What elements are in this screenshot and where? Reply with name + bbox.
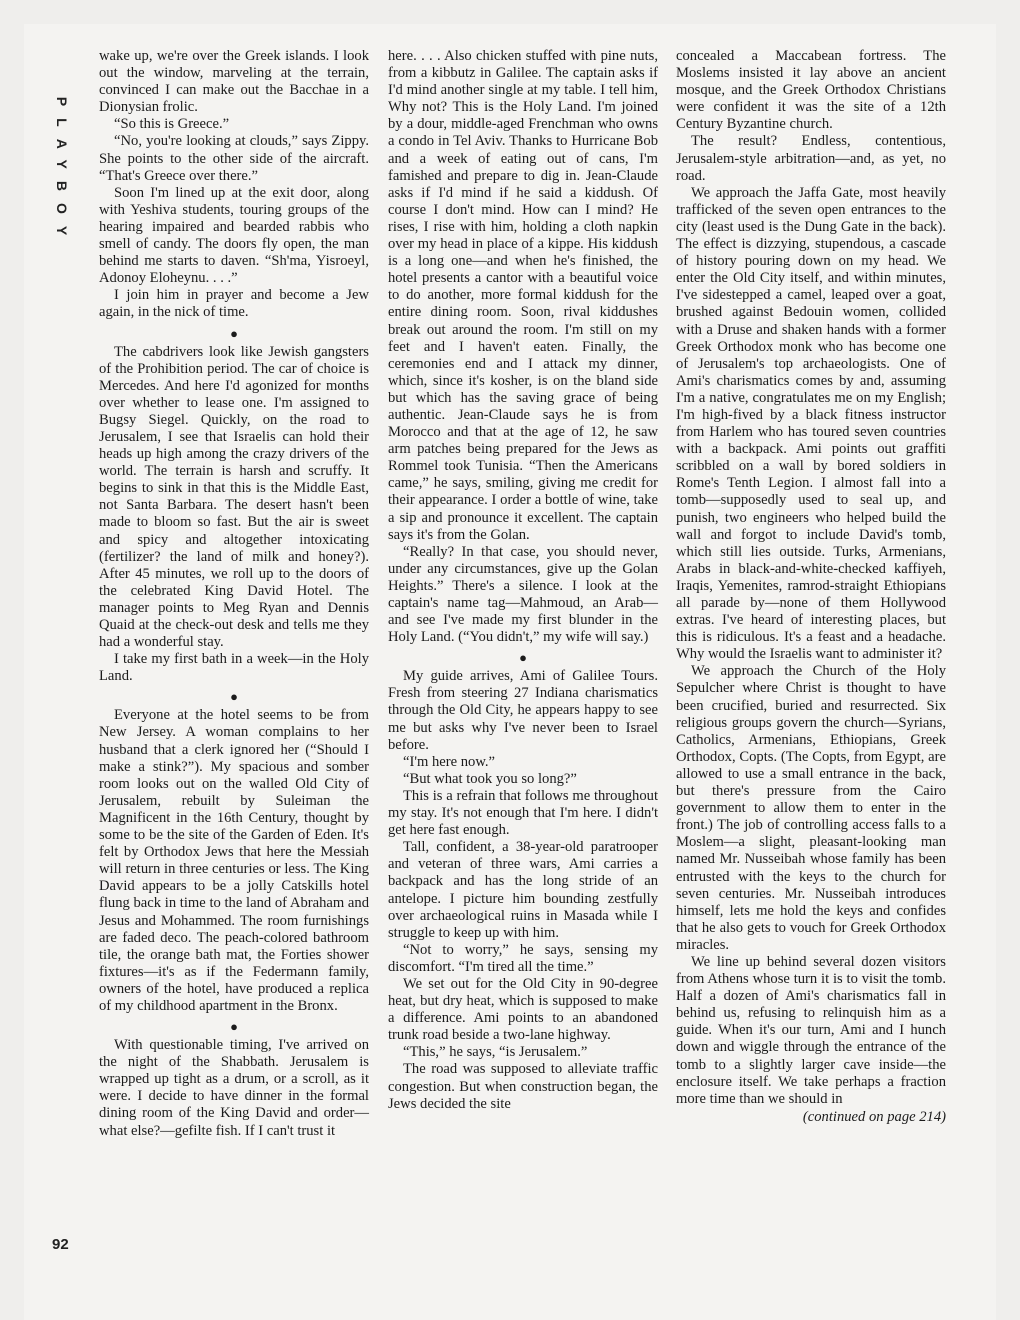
paragraph: wake up, we're over the Greek islands. I look out the window, marveling at the terrain, convinced I can make out the Bacchae in a Dionysian frolic. <box>99 48 369 116</box>
paragraph: This is a refrain that follows me throughout my stay. It's not enough that I'm here. I didn't get here fast enough. <box>388 787 658 839</box>
paragraph: “I'm here now.” <box>403 753 496 770</box>
paragraph: I join him in prayer and become a Jew again, in the nick of time. <box>99 287 369 321</box>
paragraph: The cabdrivers look like Jewish gangsters of the Prohibition period. The car of choice is Mercedes. And here I'd agonized for months over whether to lease one. I'm assigned to Bugsy Siegel. Quickly, on the road to Jerusalem, I see that Israelis can hold their heads up high among the crazy drivers of the world. The terrain is harsh and scruffy. It begins to sink in that this is the Middle East, not Santa Barbara. The desert hasn't been made to bloom so fast. But the air is sweet and spicy and altogether intoxicating (fertilizer? the land of milk and honey?). After 45 minutes, we roll up to the doors of the celebrated King David Hotel. The manager points to Meg Ryan and Dennis Quaid at the check-out desk and tells me they had a wonderful stay. <box>99 343 369 651</box>
paragraph: The road was supposed to alleviate traffic congestion. But when construction began, the Jews decided the site <box>388 1061 658 1112</box>
page-number: 92 <box>52 1236 69 1253</box>
column-3 <box>676 48 946 1126</box>
paragraph: here. . . . Also chicken stuffed with pine nuts, from a kibbutz in Galilee. The captain asks if I'd mind another single at my table. I tell him, Why not? This is the Holy Land. I'm joined by a dour, middle-aged Frenchman who owns a condo in Tel Aviv. Thanks to Hurricane Bob and a week of eating out of cans, I'm famished and prepare to dig in. Jean-Claude asks if I'd mind if he said a kiddush. Of course I don't mind. How can I mind? He rises, I rise with him, holding a cloth napkin over my head in place of a kippe. His kiddush is a long one—and when he's finished, the hotel presents a cantor with a beautiful voice to do another, more formal kiddush for the entire dining room. Soon, rival kiddushes break out around the room. I'm still on my feet and I haven't eaten. Finally, the ceremonies end and I attack my dinner, which, since it's kosher, is on the bland side but which has the saving grace of being authentic. Jean-Claude says he is from Morocco and that at the age of 12, he saw arm patches being prepared for the Jews as Rommel took Tunisia. “Then the Americans came,” he says, smiling, giving me credit for their appearance. I order a bottle of wine, take a sip and pronounce it excellent. The captain says it's from the Golan. <box>388 48 658 543</box>
paragraph: With questionable timing, I've arrived on the night of the Shabbath. Jerusalem is wrapped up tight as a drum, or a scroll, as it were. I decide to have dinner in the formal dining room of the King David and order—what else?—gefilte fish. If I can't trust it <box>99 1037 369 1139</box>
section-separator: ● <box>519 650 527 666</box>
column-1 <box>99 48 369 1140</box>
paragraph: “So this is Greece.” <box>114 116 230 133</box>
paragraph: “No, you're looking at clouds,” says Zippy. She points to the other side of the aircraft. “That's Greece over there.” <box>99 133 369 184</box>
paragraph: We line up behind several dozen visitors from Athens whose turn it is to visit the tomb. Half a dozen of Ami's charismatics fall in behind us, refusing to relinquish him as a guide. When it's our turn, Ami and I hunch down and wiggle through the entrance of the tomb to a slightly larger cave inside—the enclosure itself. We take perhaps a fraction more time than we should in <box>676 953 946 1107</box>
masthead-text: PLAYBOY <box>54 96 71 248</box>
section-separator: ● <box>230 689 238 705</box>
paragraph: We set out for the Old City in 90-degree heat, but dry heat, which is supposed to make a difference. Ami points to an abandoned trunk road beside a two-lane highway. <box>388 975 658 1044</box>
paragraph: “Really? In that case, you should never, under any circumstances, give up the Golan Heights.” There's a silence. I look at the captain's name tag—Mahmoud, an Arab—and see I've made my first blunder in the Holy Land. (“You didn't,” my wife will say.) <box>388 543 658 646</box>
column-2 <box>388 48 658 1113</box>
paragraph: The result? Endless, contentious, Jerusalem-style arbitration—and, as yet, no road. <box>676 133 946 184</box>
paragraph: “This,” he says, “is Jerusalem.” <box>403 1044 588 1061</box>
paragraph: We approach the Church of the Holy Sepulcher where Christ is thought to have been crucified, buried and resurrected. Six religious groups govern the church—Syrians, Catholics, Armenians, Ethiopians, Greek Orthodox, Copts. (The Copts, from Egypt, are allowed to use a small entrance in the back, but there's pressure from the Cairo government to allow them to enter in the front.) The job of controlling access falls to a Moslem—a slight, pleasant-looking man named Mr. Nusseibah whose family has been entrusted with the keys to the church for seven centuries. Mr. Nusseibah introduces himself, lets me hold the keys and confides that he also gets to vouch for Greek Orthodox miracles. <box>676 663 946 953</box>
continued-note: (continued on page 214) <box>802 1108 946 1125</box>
paragraph: My guide arrives, Ami of Galilee Tours. Fresh from steering 27 Indiana charismatics through the Old City, he appears happy to see me but asks why I've never been to Israel before. <box>388 668 658 753</box>
paragraph: Tall, confident, a 38-year-old paratrooper and veteran of three wars, Ami carries a backpack and has the long stride of an antelope. I picture him bounding zestfully over archaeological ruins in Masada while I struggle to keep up with him. <box>388 839 658 941</box>
masthead-vertical <box>50 52 74 292</box>
section-separator: ● <box>230 325 238 341</box>
paragraph: We approach the Jaffa Gate, most heavily trafficked of the seven open entrances to the city (least used is the Dung Gate in the back). The effect is dizzying, stupendous, a cascade of history pouring down on my head. We enter the Old City itself, and within minutes, I've sidestepped a camel, leaped over a goat, brushed against Bedouin women, collided with a Druse and shaken hands with a former Greek Orthodox monk who has become one of Jerusalem's top archaeologists. One of Ami's charismatics comes by and, assuming I'm a native, congratulates me on my English; I'm high-fived by a black fitness instructor from Harlem who has toured seven countries with a backpack. Ami points out graffiti scribbled on a wall by bored soldiers in Rome's Tenth Legion. I almost fall into a tomb—supposedly used to seal up, and punish, two engineers who helped build the wall and forgot to include David's tomb, which still lies outside. Turks, Armenians, Arabs in black-and-white-checked kaffiyeh, Iraqis, Yemenites, ramrod-straight Ethiopians all parade by—none of them Hollywood extras. I've heard of interesting places, but this is ridiculous. It's a feast and a headache. Why would the Israelis want to administer it? <box>676 184 946 663</box>
paragraph: Everyone at the hotel seems to be from New Jersey. A woman complains to her husband that a clerk ignored her (“Should I make a stink?”). My spacious and somber room looks out on the walled Old City of Jerusalem, rebuilt by Suleiman the Magnificent in the 16th Century, thought by some to be the site of the Garden of Eden. It's felt by Orthodox Jews that here the Messiah will return in three centuries or less. The King David appears to be a jolly Catskills hotel flung back in time to the land of Abraham and Jesus and Mohammed. The room furnishings are faded deco. The peach-colored bathroom tile, the orange bath mat, the Forties shower fixtures—it's as if the Federmann family, owners of the hotel, have produced a replica of my childhood apartment in the Bronx. <box>99 707 369 1014</box>
paragraph: Soon I'm lined up at the exit door, along with Yeshiva students, touring groups of the hearing impaired and bearded rabbis who smell of candy. The doors fly open, the man behind me starts to daven. “Sh'ma, Yisroeyl, Adonoy Eloheynu. . . .” <box>99 184 369 287</box>
paragraph: I take my first bath in a week—in the Holy Land. <box>99 651 369 685</box>
section-separator: ● <box>230 1019 238 1035</box>
paragraph: concealed a Maccabean fortress. The Moslems insisted it lay above an ancient mosque, and the Greek Orthodox Christians were confident it was the site of a 12th Century Byzantine church. <box>676 48 946 133</box>
paragraph: “But what took you so long?” <box>403 770 577 787</box>
paragraph: “Not to worry,” he says, sensing my discomfort. “I'm tired all the time.” <box>388 941 658 975</box>
